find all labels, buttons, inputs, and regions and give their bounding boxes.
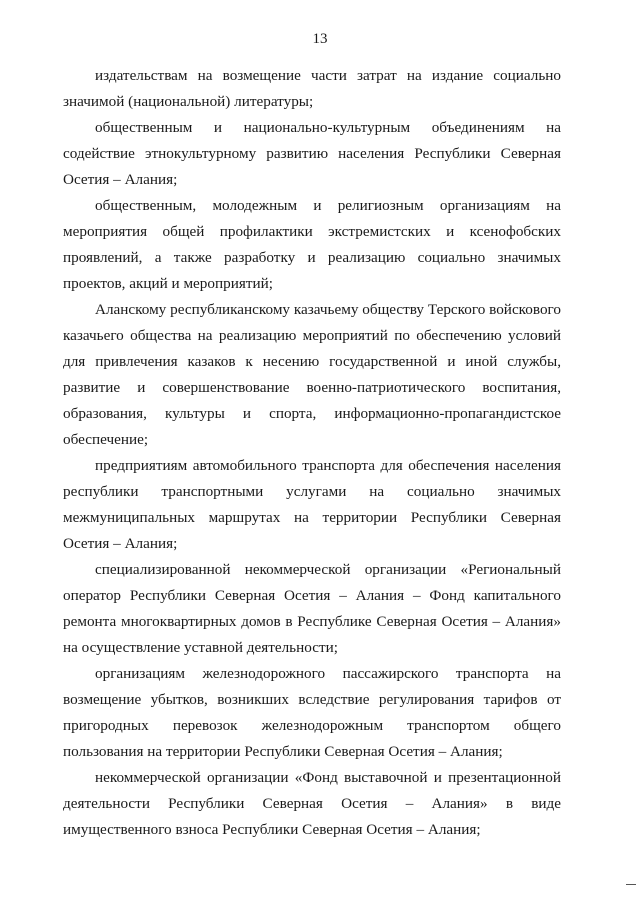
scan-edge-mark bbox=[626, 884, 636, 885]
page-number: 13 bbox=[312, 31, 328, 47]
paragraph-regional-operator: специализированной некоммерческой организации «Региональный оператор Республики Северная Осетия – Алания – Фонд капитального ремонта многоквартирных домов в Республике Северная Осетия – Алания» на осуществление уставной деятельности; bbox=[63, 561, 561, 656]
paragraph-publishers: издательствам на возмещение части затрат на издание социально значимой (национальной) литературы; bbox=[63, 67, 561, 110]
paragraph-motor-transport: предприятиям автомобильного транспорта для обеспечения населения республики транспортными услугами на социально значимых межмуниципальных маршрутах на территории Республики Северная Осетия – Алания; bbox=[63, 457, 561, 552]
paragraph-exhibition-fund: некоммерческой организации «Фонд выставочной и презентационной деятельности Республики Северная Осетия – Алания» в виде имущественного взноса Республики Северная Осетия – Алания; bbox=[63, 769, 561, 838]
document-body bbox=[63, 63, 561, 843]
paragraph-youth-religious-organizations: общественным, молодежным и религиозным организациям на мероприятия общей профилактики экстремистских и ксенофобских проявлений, а также разработку и реализацию социально значимых проектов, акций и мероприятий; bbox=[63, 197, 561, 292]
paragraph-cossack-society: Аланскому республиканскому казачьему обществу Терского войскового казачьего общества на реализацию мероприятий по обеспечению условий для привлечения казаков к несению государственной и иной службы, развитие и совершенствование военно-патриотического воспитания, образования, культуры и спорта, информационно-пропагандистское обеспечение; bbox=[63, 301, 561, 448]
paragraph-cultural-associations: общественным и национально-культурным объединениям на содействие этнокультурному развитию населения Республики Северная Осетия – Алания; bbox=[63, 119, 561, 188]
paragraph-railway-transport: организациям железнодорожного пассажирского транспорта на возмещение убытков, возникших вследствие регулирования тарифов от пригородных перевозок железнодорожным транспортом общего пользования на территории Республики Северная Осетия – Алания; bbox=[63, 665, 561, 760]
